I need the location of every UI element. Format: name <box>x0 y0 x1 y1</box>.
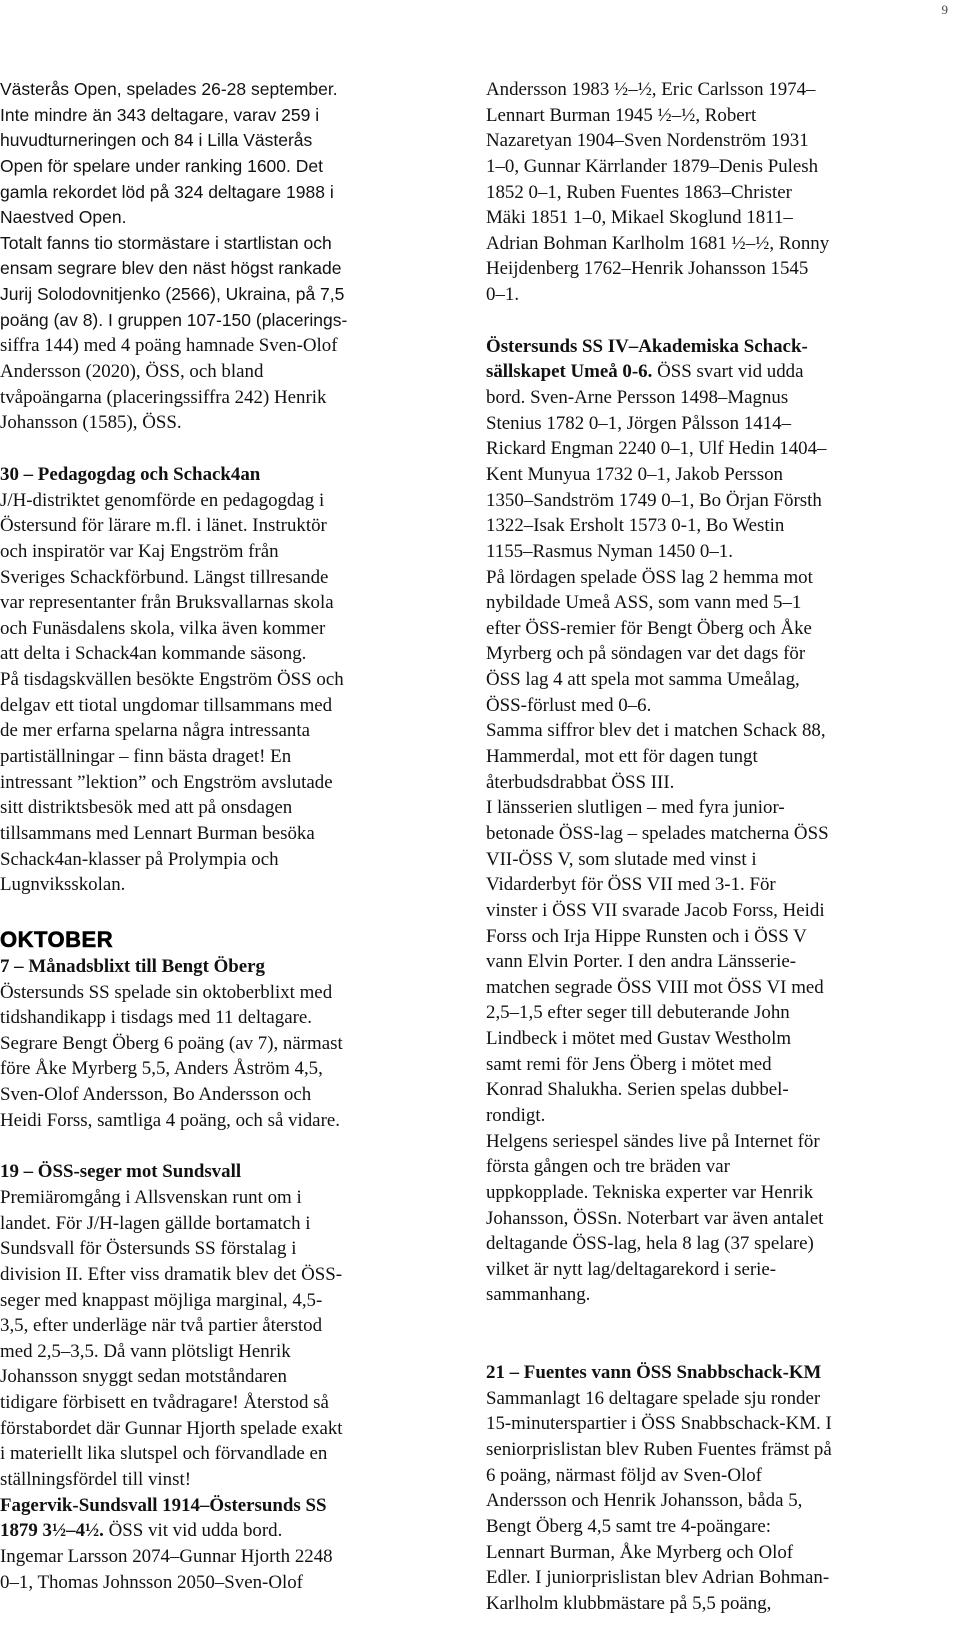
text-line: Västerås Open, spelades 26-28 september. <box>0 79 338 99</box>
text-line: förstabordet där Gunnar Hjorth spelade exakt <box>0 1417 343 1439</box>
paragraph <box>486 385 932 1308</box>
text-line: Heidi Forss, samtliga 4 poäng, och så vidare. <box>0 1109 340 1131</box>
text-line: Bengt Öberg 4,5 samt tre 4-poängare: <box>486 1515 772 1537</box>
text-line: första gången och tre bräden var <box>486 1156 730 1178</box>
text-line: 0–1, Thomas Johnsson 2050–Sven-Olof <box>0 1571 303 1593</box>
paragraph-gap <box>486 1308 932 1334</box>
text-line: 1322–Isak Ersholt 1573 0-1, Bo Westin <box>486 515 785 537</box>
paragraph-gap <box>0 898 430 924</box>
text-line: rondigt. <box>486 1104 546 1126</box>
text-line: Myrberg och på söndagen var det dags för <box>486 643 806 665</box>
text-line: Schack4an-klasser på Prolympia och <box>0 848 279 870</box>
text-line: 1350–Sandström 1749 0–1, Bo Örjan Försth <box>486 489 822 511</box>
text-line: Östersunds SS spelade sin oktoberblixt med <box>0 981 333 1003</box>
text-line: delgav ett tiotal ungdomar tillsammans med <box>0 694 333 716</box>
text-line: ensam segrare blev den näst högst rankade <box>0 258 342 279</box>
text-line: ÖSS lag 4 att spela mot samma Umeålag, <box>486 669 800 691</box>
text-line: Sundsvall för Östersunds SS förstalag i <box>0 1238 297 1260</box>
text-line <box>0 1493 430 1519</box>
text-line: Sven-Olof Andersson, Bo Andersson och <box>0 1084 312 1106</box>
text-line: Edler. I juniorprislistan blev Adrian Bohman- <box>486 1567 830 1589</box>
article-heading: Östersunds SS IV–Akademiska Schack- <box>486 335 808 357</box>
text-line: Nazaretyan 1904–Sven Nordenström 1931 <box>486 130 809 152</box>
text-line: 1852 0–1, Ruben Fuentes 1863–Christer <box>486 181 792 203</box>
text-line: Kent Munyua 1732 0–1, Jakob Persson <box>486 463 783 485</box>
text-line: Hammerdal, mot ett för dagen tungt <box>486 746 758 768</box>
text-line: landet. För J/H-lagen gällde bortamatch i <box>0 1212 311 1234</box>
left-text-column <box>0 77 430 1595</box>
text-line: Mäki 1851 1–0, Mikael Skoglund 1811– <box>486 207 793 229</box>
text-line: Sveriges Schackförbund. Längst tillresande <box>0 566 329 588</box>
text-run: ÖSS vit vid udda bord. <box>103 1520 283 1542</box>
text-line: sammanhang. <box>486 1284 591 1306</box>
text-line: tidshandikapp i tisdags med 11 deltagare. <box>0 1007 312 1029</box>
text-line: efter ÖSS-remier för Bengt Öberg och Åke <box>486 617 812 639</box>
text-line: 2,5–1,5 efter seger till debuterande John <box>486 1002 790 1024</box>
text-line: Andersson 1983 ½–½, Eric Carlsson 1974– <box>486 79 816 100</box>
paragraph <box>0 333 430 436</box>
text-line: Andersson och Henrik Johansson, båda 5, <box>486 1490 803 1512</box>
text-line: Jurij Solodovnitjenko (2566), Ukraina, på 7,5 <box>0 284 345 305</box>
text-line: tvåpoängarna (placeringssiffra 242) Henrik <box>0 386 327 408</box>
paragraph-gap <box>0 436 430 462</box>
text-line: siffra 144) med 4 poäng hamnade Sven-Olof <box>0 335 338 357</box>
text-line: ställningsfördel till vinst! <box>0 1469 191 1491</box>
text-line: deltagande ÖSS-lag, hela 8 lag (37 spelare) <box>486 1233 814 1255</box>
paragraph <box>0 1544 430 1595</box>
text-line: 1155–Rasmus Nyman 1450 0–1. <box>486 540 733 562</box>
text-line: Premiäromgång i Allsvenskan runt om i <box>0 1186 302 1208</box>
text-line: seniorprislistan blev Ruben Fuentes främst på <box>486 1439 832 1461</box>
text-line: partiställningar – finn bästa draget! En <box>0 746 292 768</box>
text-line: återbudsdrabbat ÖSS III. <box>486 771 675 793</box>
paragraph <box>0 980 430 1134</box>
text-line: Helgens seriespel sändes live på Internet för <box>486 1130 820 1152</box>
article-heading: 19 – ÖSS-seger mot Sundsvall <box>0 1161 242 1183</box>
text-line: Johansson (1585), ÖSS. <box>0 412 182 434</box>
text-line: och Funäsdalens skola, vilka även kommer <box>0 617 326 639</box>
text-line: vann Elvin Porter. I den andra Länsserie- <box>486 951 797 973</box>
text-line: Östersund för lärare m.fl. i länet. Instruktör <box>0 515 327 537</box>
text-line: Open för spelare under ranking 1600. Det <box>0 155 323 176</box>
text-line: med 2,5–3,5. Då vann plötsligt Henrik <box>0 1340 291 1362</box>
text-line: 3,5, efter underläge när två partier återstod <box>0 1315 323 1337</box>
text-line: intressant ”lektion” och Engström avslutade <box>0 771 333 793</box>
text-line: På lördagen spelade ÖSS lag 2 hemma mot <box>486 566 813 588</box>
article-heading: 30 – Pedagogdag och Schack4an <box>0 463 261 485</box>
text-line: Totalt fanns tio stormästare i startlistan och <box>0 232 332 253</box>
text-line: Johansson, ÖSSn. Noterbart var även antalet <box>486 1207 824 1229</box>
text-line: 0–1. <box>486 284 520 306</box>
bold-run: 1879 3½–4½. <box>0 1520 104 1542</box>
text-line: I länsserien slutligen – med fyra junior- <box>486 797 785 819</box>
text-line: Inte mindre än 343 deltagare, varav 259 i <box>0 104 320 125</box>
text-line: Johansson snyggt sedan motståndaren <box>0 1366 287 1388</box>
article-heading: 21 – Fuentes vann ÖSS Snabbschack-KM <box>486 1362 822 1384</box>
text-line: huvudturneringen och 84 i Lilla Västerås <box>0 130 313 151</box>
text-line: 6 poäng, närmast följd av Sven-Olof <box>486 1464 762 1486</box>
text-line: Adrian Bohman Karlholm 1681 ½–½, Ronny <box>486 232 830 254</box>
text-line: före Åke Myrberg 5,5, Anders Åström 4,5, <box>0 1058 323 1080</box>
text-line: tidigare förbisett en tvådragare! Återstod så <box>0 1392 329 1414</box>
text-line: att delta i Schack4an kommande säsong. <box>0 643 307 665</box>
page-number: 9 <box>941 2 948 17</box>
text-line: Forss och Irja Hippe Runsten och i ÖSS V <box>486 925 807 947</box>
text-line: i materiellt lika slutspel och förvandlade en <box>0 1443 328 1465</box>
paragraph <box>0 77 430 333</box>
text-line: Heijdenberg 1762–Henrik Johansson 1545 <box>486 258 809 280</box>
bold-run: Fagervik-Sundsvall 1914–Östersunds SS <box>0 1494 327 1516</box>
text-line: nybildade Umeå ASS, som vann med 5–1 <box>486 592 802 614</box>
text-line <box>486 359 932 385</box>
text-line: Stenius 1782 0–1, Jörgen Pålsson 1414– <box>486 412 792 434</box>
paragraph <box>486 77 932 308</box>
text-line <box>0 1518 430 1544</box>
text-line: vinster i ÖSS VII svarade Jacob Forss, Heidi <box>486 899 825 921</box>
text-line: 1–0, Gunnar Kärrlander 1879–Denis Pulesh <box>486 155 819 177</box>
text-line: poäng (av 8). I gruppen 107-150 (placerings- <box>0 309 348 330</box>
text-line: Sammanlagt 16 deltagare spelade sju ronder <box>486 1387 821 1409</box>
text-line: bord. Sven-Arne Persson 1498–Magnus <box>486 387 789 409</box>
text-line: Segrare Bengt Öberg 6 poäng (av 7), närmast <box>0 1032 343 1054</box>
text-line: matchen segrade ÖSS VIII mot ÖSS VI med <box>486 976 824 998</box>
paragraph <box>0 1185 430 1493</box>
text-line: vilket är nytt lag/deltagarekord i serie- <box>486 1258 777 1280</box>
text-line: Samma siffror blev det i matchen Schack 88, <box>486 720 826 742</box>
text-line: Naestved Open. <box>0 207 127 228</box>
text-line: Lennart Burman, Åke Myrberg och Olof <box>486 1541 794 1563</box>
text-run: ÖSS svart vid udda <box>652 361 804 383</box>
text-line: gamla rekordet löd på 324 deltagare 1988 i <box>0 181 334 202</box>
text-line: På tisdagskvällen besökte Engström ÖSS och <box>0 669 344 691</box>
right-text-column <box>486 77 932 1617</box>
paragraph <box>0 488 430 898</box>
text-line: betonade ÖSS-lag – spelades matcherna ÖSS <box>486 822 829 844</box>
text-line: ÖSS-förlust med 0–6. <box>486 694 652 716</box>
paragraph-gap <box>486 308 932 334</box>
text-line: tillsammans med Lennart Burman besöka <box>0 822 315 844</box>
text-line: sitt distriktsbesök med att på onsdagen <box>0 797 293 819</box>
text-line: VII-ÖSS V, som slutade med vinst i <box>486 848 757 870</box>
paragraph-gap <box>0 1133 430 1159</box>
text-line: Lindbeck i mötet med Gustav Westholm <box>486 1028 792 1050</box>
text-line: samt remi för Jens Öberg i mötet med <box>486 1053 772 1075</box>
text-line: seger med knappast möjliga marginal, 4,5- <box>0 1289 323 1311</box>
text-line: var representanter från Bruksvallarnas skola <box>0 592 334 614</box>
article-heading: 7 – Månadsblixt till Bengt Öberg <box>0 955 266 977</box>
paragraph-gap <box>486 1334 932 1360</box>
text-line: division II. Efter viss dramatik blev det ÖSS- <box>0 1263 343 1285</box>
text-line: Karlholm klubbmästare på 5,5 poäng, <box>486 1592 772 1614</box>
text-line: Lennart Burman 1945 ½–½, Robert <box>486 104 757 126</box>
text-line: Vidarderbyt för ÖSS VII med 3-1. För <box>486 874 776 896</box>
text-line: Andersson (2020), ÖSS, och bland <box>0 361 264 383</box>
paragraph <box>486 1386 932 1617</box>
text-line: uppkopplade. Tekniska experter var Henrik <box>486 1181 814 1203</box>
text-line: Ingemar Larsson 2074–Gunnar Hjorth 2248 <box>0 1545 333 1567</box>
text-line: Rickard Engman 2240 0–1, Ulf Hedin 1404– <box>486 438 827 460</box>
text-line: de mer erfarna spelarna några intressanta <box>0 720 310 742</box>
text-line: Konrad Shalukha. Serien spelas dubbel- <box>486 1079 789 1101</box>
bold-run: sällskapet Umeå 0-6. <box>486 361 653 383</box>
text-line: 15-minuterspartier i ÖSS Snabbschack-KM. I <box>486 1413 832 1435</box>
month-section-title: OKTOBER <box>0 926 114 952</box>
text-line: och inspiratör var Kaj Engström från <box>0 540 279 562</box>
text-line: J/H-distriktet genomförde en pedagogdag i <box>0 489 325 511</box>
text-line: Lugnviksskolan. <box>0 874 126 896</box>
